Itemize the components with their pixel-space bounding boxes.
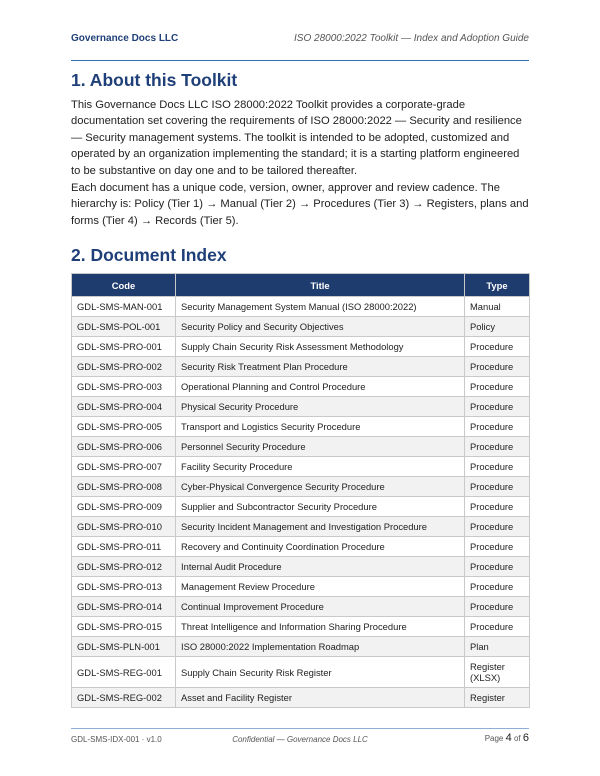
page-number: 4 [505, 732, 512, 744]
cell-code: GDL-SMS-PRO-004 [72, 397, 176, 417]
page-total: 6 [522, 732, 529, 744]
cell-type: Procedure [465, 597, 530, 617]
cell-title: Personnel Security Procedure [176, 437, 465, 457]
table-row [72, 437, 530, 457]
column-header-type: Type [465, 274, 530, 297]
cell-code: GDL-SMS-PRO-009 [72, 497, 176, 517]
cell-title: Continual Improvement Procedure [176, 597, 465, 617]
cell-code: GDL-SMS-POL-001 [72, 317, 176, 337]
cell-code: GDL-SMS-PRO-008 [72, 477, 176, 497]
cell-code: GDL-SMS-PRO-007 [72, 457, 176, 477]
cell-type: Procedure [465, 477, 530, 497]
page-label: Page [484, 734, 504, 743]
cell-code: GDL-SMS-MAN-001 [72, 297, 176, 317]
table-row [72, 357, 530, 377]
cell-type: Policy [465, 317, 530, 337]
table-row [72, 477, 530, 497]
page-header [71, 30, 529, 61]
page-footer [71, 728, 529, 749]
table-row [72, 657, 530, 688]
cell-type: Procedure [465, 337, 530, 357]
cell-title: Internal Audit Procedure [176, 557, 465, 577]
page-indicator [485, 732, 529, 744]
cell-type: Procedure [465, 497, 530, 517]
footer-confidential: Confidential — Governance Docs LLC [232, 735, 368, 744]
cell-title: Transport and Logistics Security Procedure [176, 417, 465, 437]
cell-type: Register (XLSX) [465, 657, 530, 688]
cell-type: Procedure [465, 457, 530, 477]
brand-name: Governance Docs LLC [71, 33, 179, 44]
cell-type: Procedure [465, 577, 530, 597]
cell-type: Register [465, 688, 530, 708]
cell-type: Procedure [465, 397, 530, 417]
cell-type: Plan [465, 637, 530, 657]
table-row [72, 457, 530, 477]
section-heading-about: 1. About this Toolkit [71, 70, 238, 90]
cell-title: Security Management System Manual (ISO 28000:2022) [176, 297, 465, 317]
column-header-code: Code [72, 274, 176, 297]
table-row [72, 377, 530, 397]
cell-title: Supply Chain Security Risk Register [176, 657, 465, 688]
table-row [72, 537, 530, 557]
cell-code: GDL-SMS-PRO-014 [72, 597, 176, 617]
cell-code: GDL-SMS-PLN-001 [72, 637, 176, 657]
cell-code: GDL-SMS-PRO-013 [72, 577, 176, 597]
table-row [72, 557, 530, 577]
cell-type: Procedure [465, 537, 530, 557]
table-row [72, 337, 530, 357]
document-title: ISO 28000:2022 Toolkit — Index and Adoption Guide [294, 33, 529, 44]
cell-code: GDL-SMS-PRO-003 [72, 377, 176, 397]
cell-code: GDL-SMS-PRO-002 [72, 357, 176, 377]
cell-title: Management Review Procedure [176, 577, 465, 597]
cell-title: Security Risk Treatment Plan Procedure [176, 357, 465, 377]
cell-type: Procedure [465, 437, 530, 457]
cell-code: GDL-SMS-PRO-012 [72, 557, 176, 577]
cell-type: Procedure [465, 557, 530, 577]
cell-type: Procedure [465, 617, 530, 637]
table-row [72, 497, 530, 517]
table-row [72, 577, 530, 597]
about-paragraph-1: This Governance Docs LLC ISO 28000:2022 Toolkit provides a corporate-grade documentation set covering the requirements of ISO 28000:2022 — Security and resilience — Security management systems. The toolkit is intended to be adopted, customized and operated by an organization implementing the standard; it is a starting platform engineered to be substantive on day one and to be tailored thereafter. [71, 99, 522, 177]
cell-title: Threat Intelligence and Information Sharing Procedure [176, 617, 465, 637]
cell-title: ISO 28000:2022 Implementation Roadmap [176, 637, 465, 657]
cell-title: Recovery and Continuity Coordination Procedure [176, 537, 465, 557]
table-row [72, 597, 530, 617]
cell-type: Procedure [465, 377, 530, 397]
cell-code: GDL-SMS-REG-002 [72, 688, 176, 708]
table-row [72, 297, 530, 317]
cell-code: GDL-SMS-PRO-010 [72, 517, 176, 537]
table-row [72, 688, 530, 708]
cell-type: Procedure [465, 417, 530, 437]
cell-title: Cyber-Physical Convergence Security Procedure [176, 477, 465, 497]
cell-title: Security Policy and Security Objectives [176, 317, 465, 337]
column-header-title: Title [176, 274, 465, 297]
cell-code: GDL-SMS-PRO-006 [72, 437, 176, 457]
cell-title: Facility Security Procedure [176, 457, 465, 477]
cell-type: Procedure [465, 357, 530, 377]
cell-type: Procedure [465, 517, 530, 537]
cell-code: GDL-SMS-REG-001 [72, 657, 176, 688]
page-of: of [513, 734, 521, 743]
cell-title: Physical Security Procedure [176, 397, 465, 417]
table-row [72, 617, 530, 637]
cell-title: Supply Chain Security Risk Assessment Methodology [176, 337, 465, 357]
table-row [72, 317, 530, 337]
cell-code: GDL-SMS-PRO-005 [72, 417, 176, 437]
cell-code: GDL-SMS-PRO-001 [72, 337, 176, 357]
cell-title: Supplier and Subcontractor Security Procedure [176, 497, 465, 517]
table-row [72, 417, 530, 437]
table-row [72, 517, 530, 537]
cell-type: Manual [465, 297, 530, 317]
about-paragraph-2: Each document has a unique code, version, owner, approver and review cadence. The hierarchy is: Policy (Tier 1) → Manual (Tier 2) → Procedures (Tier 3) → Registers, plans and forms (Tier 4) → Records (Tier 5). [71, 182, 529, 227]
cell-title: Operational Planning and Control Procedure [176, 377, 465, 397]
table-header-row [72, 274, 530, 297]
cell-code: GDL-SMS-PRO-015 [72, 617, 176, 637]
footer-doc-code: GDL-SMS-IDX-001 · v1.0 [71, 735, 162, 744]
table-row [72, 397, 530, 417]
table-row [72, 637, 530, 657]
document-index-table [71, 273, 530, 708]
cell-title: Security Incident Management and Investigation Procedure [176, 517, 465, 537]
section-heading-index: 2. Document Index [71, 245, 227, 265]
cell-code: GDL-SMS-PRO-011 [72, 537, 176, 557]
cell-title: Asset and Facility Register [176, 688, 465, 708]
